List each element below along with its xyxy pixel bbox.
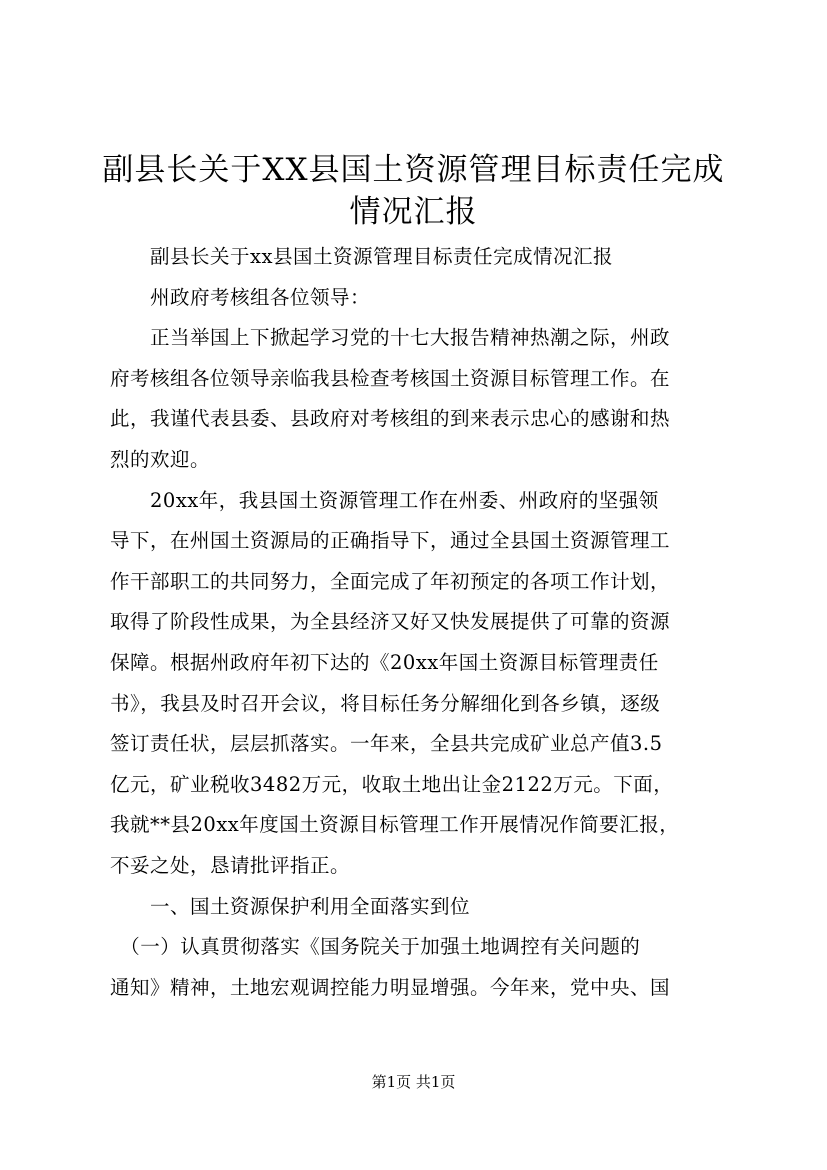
body-line: 书》，我县及时召开会议，将目标任务分解细化到各乡镇，逐级 [110, 691, 661, 715]
body-line: 正当举国上下掀起学习党的十七大报告精神热潮之际，州政 [110, 326, 671, 350]
body-line-salutation: 州政府考核组各位领导： [110, 285, 371, 309]
body-line: 不妥之处，恳请批评指正。 [110, 853, 351, 877]
document-title-line-2: 情况汇报 [349, 194, 478, 230]
body-line: 亿元，矿业税收3482万元，收取土地出让金2122万元。下面， [110, 772, 674, 796]
body-line: 此，我谨代表县委、县政府对考核组的到来表示忠心的感谢和热 [110, 407, 671, 431]
body-line: 作干部职工的共同努力，全面完成了年初预定的各项工作计划， [110, 569, 671, 593]
body-line: 取得了阶段性成果，为全县经济又好又快发展提供了可靠的资源 [110, 610, 671, 634]
body-line: 导下，在州国土资源局的正确指导下，通过全县国土资源管理工 [110, 529, 671, 553]
page-footer: 第1页 共1页 [371, 1073, 456, 1091]
body-line: 保障。根据州政府年初下达的《20xx年国土资源目标管理责任 [110, 650, 659, 674]
section-heading: 一、国土资源保护利用全面落实到位 [110, 894, 471, 918]
body-line: 我就**县20xx年度国土资源目标管理工作开展情况作简要汇报， [110, 813, 680, 837]
document-body [110, 237, 740, 1008]
body-line: 20xx年，我县国土资源管理工作在州委、州政府的坚强领 [110, 488, 659, 512]
body-line-subtitle: 副县长关于xx县国土资源管理目标责任完成情况汇报 [110, 245, 613, 268]
body-line: 府考核组各位领导亲临我县检查考核国土资源目标管理工作。在 [110, 366, 671, 390]
body-line: 烈的欢迎。 [110, 447, 211, 471]
body-line: 签订责任状，层层抓落实。一年来，全县共完成矿业总产值3.5 [110, 732, 663, 756]
body-line: （一）认真贯彻落实《国务院关于加强土地调控有关问题的 [110, 935, 641, 959]
document-title-line-1: 副县长关于XX县国土资源管理目标责任完成 [102, 152, 725, 188]
body-line: 通知》精神，土地宏观调控能力明显增强。今年来，党中央、国 [110, 975, 671, 999]
